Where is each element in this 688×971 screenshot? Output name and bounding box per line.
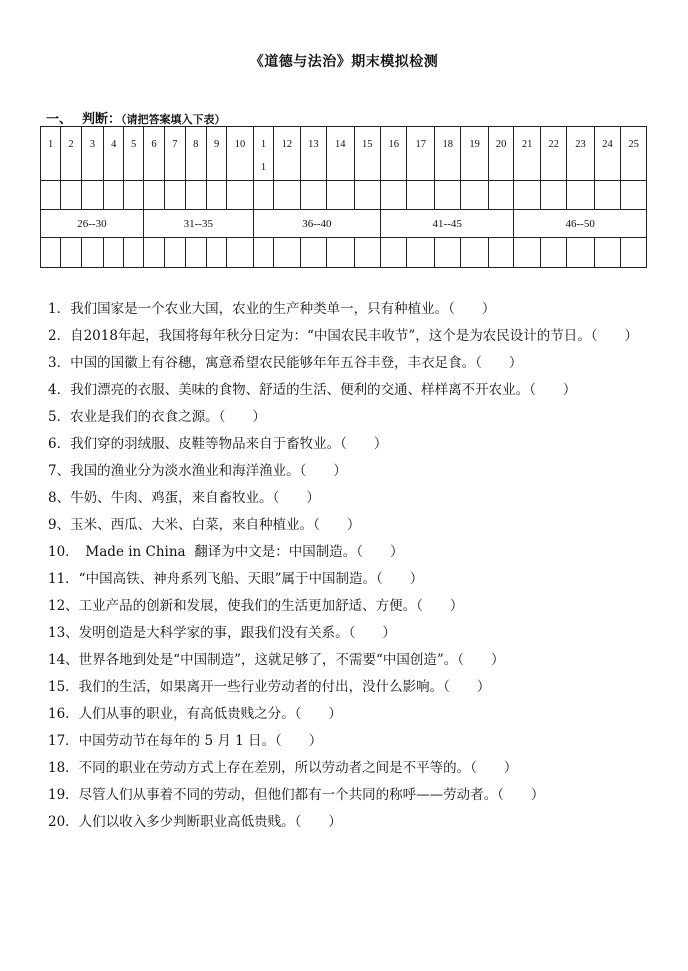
number-cell: 23 — [567, 127, 594, 181]
answer-cell[interactable] — [488, 181, 513, 210]
question-list — [48, 296, 643, 836]
question-item: 17．中国劳动节在每年的 5 月 1 日。（ ） — [48, 733, 323, 749]
answer-row — [41, 238, 647, 268]
answer-cell[interactable] — [488, 238, 513, 268]
number-cell: 13 — [300, 127, 326, 181]
range-cell: 41--45 — [381, 210, 514, 238]
answer-cell[interactable] — [514, 238, 540, 268]
number-cell: 4 — [104, 127, 124, 181]
answer-cell[interactable] — [274, 181, 300, 210]
page-title: 《道德与法治》期末模拟检测 — [249, 54, 439, 70]
answer-cell[interactable] — [407, 181, 434, 210]
question-item: 7、我国的渔业分为淡水渔业和海洋渔业。（ ） — [48, 463, 347, 479]
question-item: 5．农业是我们的衣食之源。（ ） — [48, 409, 266, 425]
answer-cell[interactable] — [41, 181, 61, 210]
answer-cell[interactable] — [354, 181, 380, 210]
answer-cell[interactable] — [594, 181, 620, 210]
answer-cell[interactable] — [185, 181, 206, 210]
number-cell: 22 — [540, 127, 566, 181]
answer-cell[interactable] — [104, 181, 124, 210]
answer-cell[interactable] — [227, 238, 253, 268]
answer-cell[interactable] — [81, 181, 103, 210]
answer-cell[interactable] — [104, 238, 124, 268]
answer-cell[interactable] — [124, 181, 143, 210]
answer-cell[interactable] — [434, 238, 460, 268]
answer-cell[interactable] — [143, 238, 164, 268]
question-item: 6．我们穿的羽绒服、皮鞋等物品来自于畜牧业。（ ） — [48, 436, 388, 452]
answer-cell[interactable] — [165, 238, 185, 268]
number-cell: 6 — [143, 127, 164, 181]
question-item: 19．尽管人们从事着不同的劳动，但他们都有一个共同的称呼——劳动者。（ ） — [48, 787, 545, 803]
answer-cell[interactable] — [143, 181, 164, 210]
answer-cell[interactable] — [514, 181, 540, 210]
number-row — [41, 127, 647, 181]
number-cell: 10 — [227, 127, 253, 181]
answer-cell[interactable] — [81, 238, 103, 268]
answer-cell[interactable] — [61, 238, 81, 268]
answer-cell[interactable] — [227, 181, 253, 210]
question-item: 10． Made in China 翻译为中文是：中国制造。（ ） — [48, 544, 404, 560]
question-item: 3．中国的国徽上有谷穗，寓意希望农民能够年年五谷丰登，丰衣足食。（ ） — [48, 355, 523, 371]
answer-row — [41, 181, 647, 210]
answer-cell[interactable] — [300, 181, 326, 210]
number-cell: 17 — [407, 127, 434, 181]
answer-cell[interactable] — [61, 181, 81, 210]
question-item: 14、世界各地到处是“中国制造”，这就足够了，不需要“中国创造”。（ ） — [48, 652, 505, 668]
answer-cell[interactable] — [434, 181, 460, 210]
answer-cell[interactable] — [124, 238, 143, 268]
number-cell: 24 — [594, 127, 620, 181]
section-number: 一、 — [46, 112, 73, 127]
question-item: 16．人们从事的职业，有高低贵贱之分。（ ） — [48, 706, 342, 722]
answer-table — [40, 126, 647, 268]
number-cell: 18 — [434, 127, 460, 181]
answer-cell[interactable] — [540, 181, 566, 210]
question-item: 8、牛奶、牛肉、鸡蛋，来自畜牧业。（ ） — [48, 490, 320, 506]
answer-cell[interactable] — [407, 238, 434, 268]
section-note: （请把答案填入下表） — [121, 113, 226, 126]
number-cell: 14 — [327, 127, 354, 181]
number-cell: 1 — [41, 127, 61, 181]
number-cell: 8 — [185, 127, 206, 181]
answer-cell[interactable] — [300, 238, 326, 268]
answer-cell[interactable] — [461, 181, 488, 210]
question-item: 12、工业产品的创新和发展，使我们的生活更加舒适、方便。（ ） — [48, 598, 464, 614]
answer-cell[interactable] — [381, 181, 407, 210]
question-item: 20．人们以收入多少判断职业高低贵贱。（ ） — [48, 814, 342, 830]
number-cell: 12 — [274, 127, 300, 181]
answer-cell[interactable] — [381, 238, 407, 268]
answer-cell[interactable] — [327, 181, 354, 210]
answer-cell[interactable] — [540, 238, 566, 268]
answer-cell[interactable] — [327, 238, 354, 268]
number-cell: 2 — [61, 127, 81, 181]
answer-cell[interactable] — [567, 181, 594, 210]
answer-cell[interactable] — [253, 181, 273, 210]
answer-cell[interactable] — [206, 238, 226, 268]
number-cell: 21 — [514, 127, 540, 181]
question-item: 18．不同的职业在劳动方式上存在差别，所以劳动者之间是不平等的。（ ） — [48, 760, 518, 776]
answer-cell[interactable] — [185, 238, 206, 268]
question-item: 13、发明创造是大科学家的事，跟我们没有关系。（ ） — [48, 625, 396, 641]
number-cell: 15 — [354, 127, 380, 181]
answer-cell[interactable] — [274, 238, 300, 268]
answer-cell[interactable] — [567, 238, 594, 268]
answer-cell[interactable] — [165, 181, 185, 210]
number-cell: 3 — [81, 127, 103, 181]
range-cell: 36--40 — [253, 210, 380, 238]
answer-cell[interactable] — [621, 238, 647, 268]
answer-cell[interactable] — [621, 181, 647, 210]
question-item: 11．“中国高铁、神舟系列飞船、天眼”属于中国制造。（ ） — [48, 571, 424, 587]
answer-cell[interactable] — [41, 238, 61, 268]
number-cell: 1 1 — [253, 127, 273, 181]
number-cell: 9 — [206, 127, 226, 181]
section-label: 判断： — [82, 112, 122, 127]
question-item: 4．我们漂亮的衣服、美味的食物、舒适的生活、便利的交通、样样离不开农业。（ ） — [48, 382, 577, 398]
range-cell: 31--35 — [143, 210, 253, 238]
answer-cell[interactable] — [594, 238, 620, 268]
number-cell: 16 — [381, 127, 407, 181]
range-row — [41, 210, 647, 238]
answer-cell[interactable] — [253, 238, 273, 268]
range-cell: 46--50 — [514, 210, 647, 238]
section-heading — [46, 108, 226, 127]
number-cell: 20 — [488, 127, 513, 181]
question-item: 9、玉米、西瓜、大米、白菜，来自种植业。（ ） — [48, 517, 361, 533]
answer-cell[interactable] — [206, 181, 226, 210]
question-item: 15．我们的生活，如果离开一些行业劳动者的付出，没什么影响。（ ） — [48, 679, 491, 695]
number-cell: 5 — [124, 127, 143, 181]
answer-cell[interactable] — [461, 238, 488, 268]
question-item: 2．自2018年起，我国将每年秋分日定为：“中国农民丰收节”，这个是为农民设计的节日。（ ） — [48, 328, 638, 344]
range-cell: 26--30 — [41, 210, 144, 238]
number-cell: 19 — [461, 127, 488, 181]
question-item: 1．我们国家是一个农业大国，农业的生产种类单一，只有种植业。（ ） — [48, 301, 496, 317]
number-cell: 25 — [621, 127, 647, 181]
answer-cell[interactable] — [354, 238, 380, 268]
number-cell: 7 — [165, 127, 185, 181]
